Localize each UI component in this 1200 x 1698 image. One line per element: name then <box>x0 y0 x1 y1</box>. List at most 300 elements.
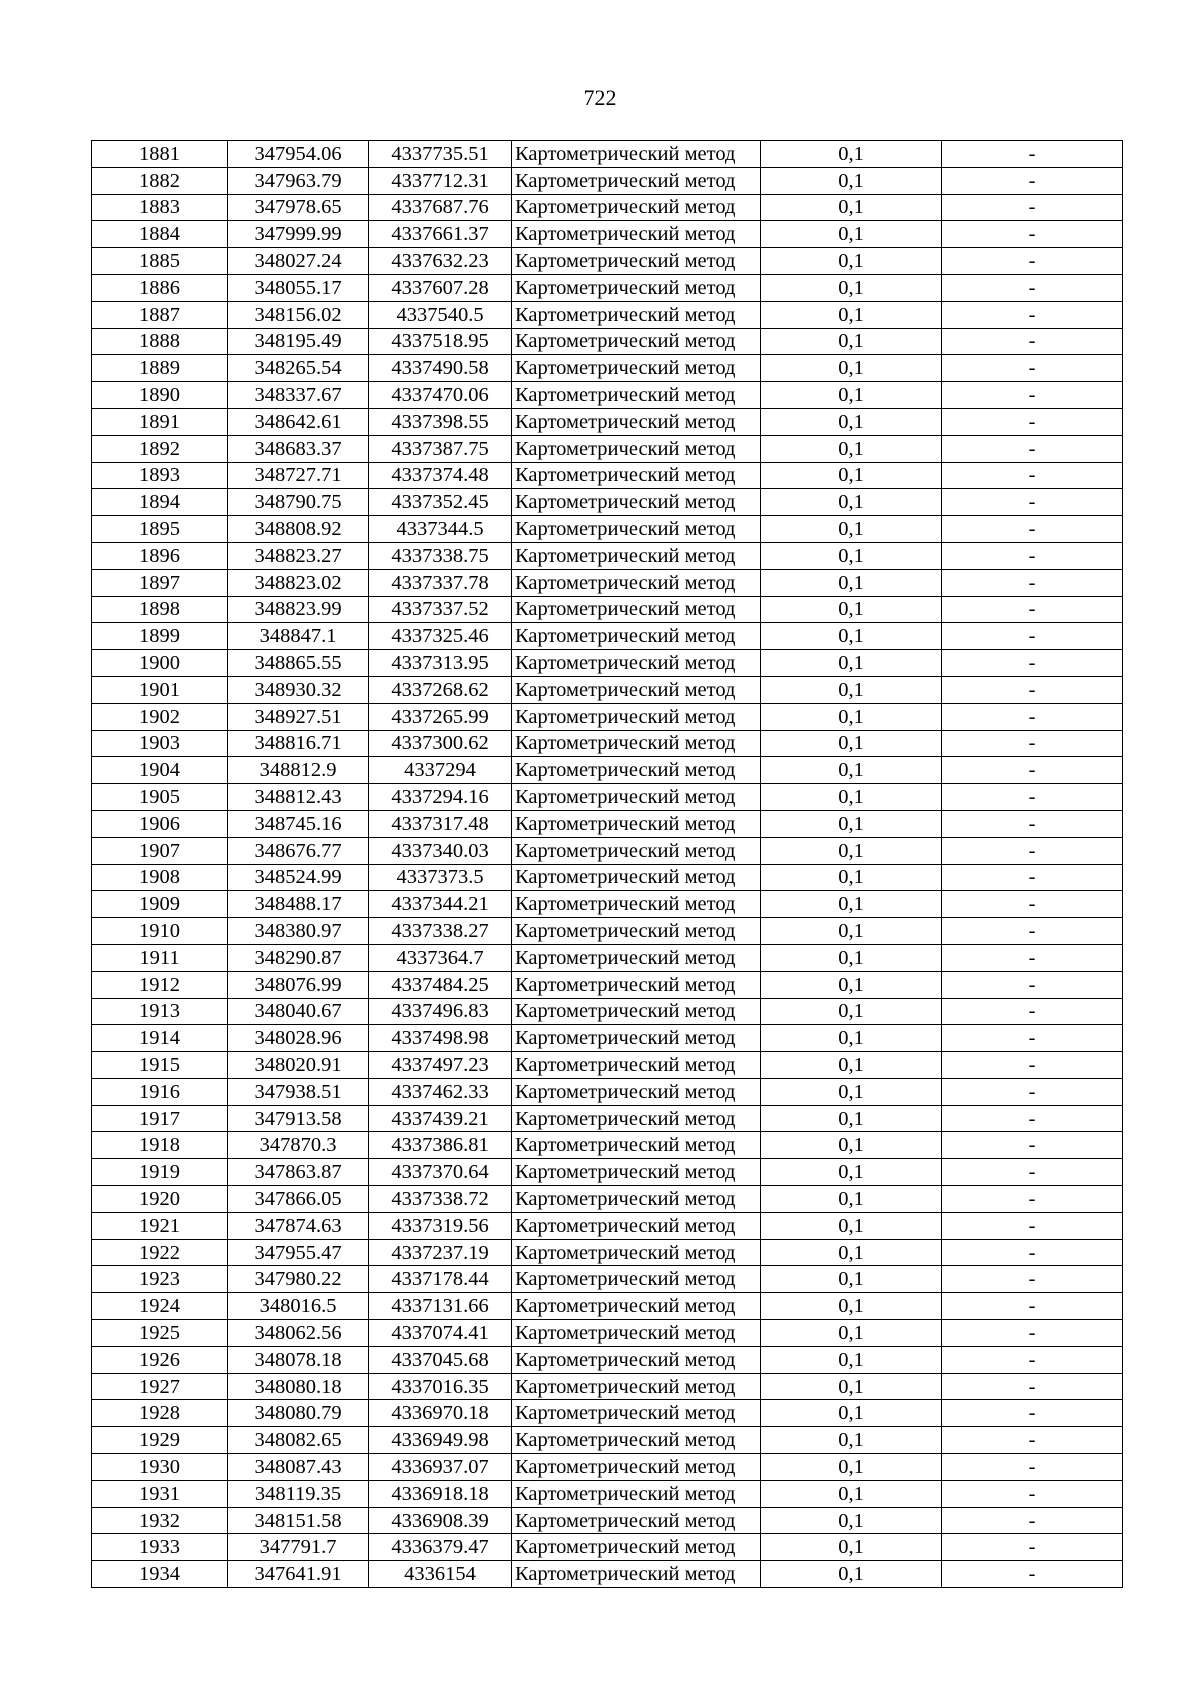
point-number-cell: 1885 <box>92 248 228 275</box>
point-number-cell: 1893 <box>92 462 228 489</box>
x-coordinate-cell: 348823.02 <box>228 569 369 596</box>
accuracy-cell: 0,1 <box>761 462 942 489</box>
table-row <box>92 221 1123 248</box>
table-row <box>92 998 1123 1025</box>
point-number-cell: 1899 <box>92 623 228 650</box>
accuracy-cell: 0,1 <box>761 382 942 409</box>
point-number-cell: 1892 <box>92 435 228 462</box>
table-row <box>92 784 1123 811</box>
point-number-cell: 1921 <box>92 1212 228 1239</box>
y-coordinate-cell: 4337462.33 <box>369 1078 512 1105</box>
description-cell: - <box>942 810 1123 837</box>
description-cell: - <box>942 248 1123 275</box>
table-row <box>92 274 1123 301</box>
method-cell: Картометрический метод <box>512 1212 761 1239</box>
y-coordinate-cell: 4337319.56 <box>369 1212 512 1239</box>
description-cell: - <box>942 408 1123 435</box>
table-row <box>92 918 1123 945</box>
method-cell: Картометрический метод <box>512 1186 761 1213</box>
method-cell: Картометрический метод <box>512 1480 761 1507</box>
point-number-cell: 1929 <box>92 1427 228 1454</box>
method-cell: Картометрический метод <box>512 1132 761 1159</box>
y-coordinate-cell: 4336908.39 <box>369 1507 512 1534</box>
description-cell: - <box>942 328 1123 355</box>
y-coordinate-cell: 4336918.18 <box>369 1480 512 1507</box>
description-cell: - <box>942 1239 1123 1266</box>
table-row <box>92 194 1123 221</box>
method-cell: Картометрический метод <box>512 1239 761 1266</box>
x-coordinate-cell: 347870.3 <box>228 1132 369 1159</box>
description-cell: - <box>942 1025 1123 1052</box>
y-coordinate-cell: 4336379.47 <box>369 1534 512 1561</box>
y-coordinate-cell: 4337313.95 <box>369 650 512 677</box>
table-row <box>92 1078 1123 1105</box>
method-cell: Картометрический метод <box>512 301 761 328</box>
accuracy-cell: 0,1 <box>761 489 942 516</box>
point-number-cell: 1912 <box>92 971 228 998</box>
description-cell: - <box>942 1373 1123 1400</box>
y-coordinate-cell: 4337338.27 <box>369 918 512 945</box>
table-row <box>92 1159 1123 1186</box>
description-cell: - <box>942 569 1123 596</box>
method-cell: Картометрический метод <box>512 971 761 998</box>
accuracy-cell: 0,1 <box>761 1293 942 1320</box>
accuracy-cell: 0,1 <box>761 1320 942 1347</box>
y-coordinate-cell: 4337340.03 <box>369 837 512 864</box>
y-coordinate-cell: 4337338.72 <box>369 1186 512 1213</box>
description-cell: - <box>942 1105 1123 1132</box>
method-cell: Картометрический метод <box>512 328 761 355</box>
method-cell: Картометрический метод <box>512 274 761 301</box>
accuracy-cell: 0,1 <box>761 623 942 650</box>
accuracy-cell: 0,1 <box>761 730 942 757</box>
point-number-cell: 1884 <box>92 221 228 248</box>
description-cell: - <box>942 435 1123 462</box>
description-cell: - <box>942 194 1123 221</box>
table-row <box>92 1400 1123 1427</box>
x-coordinate-cell: 348865.55 <box>228 650 369 677</box>
accuracy-cell: 0,1 <box>761 1266 942 1293</box>
table-row <box>92 1320 1123 1347</box>
table-row <box>92 1025 1123 1052</box>
accuracy-cell: 0,1 <box>761 542 942 569</box>
x-coordinate-cell: 348812.43 <box>228 784 369 811</box>
point-number-cell: 1913 <box>92 998 228 1025</box>
y-coordinate-cell: 4337398.55 <box>369 408 512 435</box>
y-coordinate-cell: 4337387.75 <box>369 435 512 462</box>
x-coordinate-cell: 347866.05 <box>228 1186 369 1213</box>
description-cell: - <box>942 1132 1123 1159</box>
method-cell: Картометрический метод <box>512 864 761 891</box>
table-row <box>92 1507 1123 1534</box>
page-number: 722 <box>583 85 617 110</box>
table-row <box>92 542 1123 569</box>
y-coordinate-cell: 4337498.98 <box>369 1025 512 1052</box>
y-coordinate-cell: 4337735.51 <box>369 141 512 168</box>
x-coordinate-cell: 347874.63 <box>228 1212 369 1239</box>
method-cell: Картометрический метод <box>512 891 761 918</box>
description-cell: - <box>942 998 1123 1025</box>
table-row <box>92 1346 1123 1373</box>
accuracy-cell: 0,1 <box>761 1052 942 1079</box>
description-cell: - <box>942 703 1123 730</box>
method-cell: Картометрический метод <box>512 141 761 168</box>
accuracy-cell: 0,1 <box>761 516 942 543</box>
description-cell: - <box>942 1427 1123 1454</box>
point-number-cell: 1894 <box>92 489 228 516</box>
accuracy-cell: 0,1 <box>761 1105 942 1132</box>
method-cell: Картометрический метод <box>512 435 761 462</box>
method-cell: Картометрический метод <box>512 489 761 516</box>
y-coordinate-cell: 4337364.7 <box>369 944 512 971</box>
description-cell: - <box>942 141 1123 168</box>
method-cell: Картометрический метод <box>512 1373 761 1400</box>
description-cell: - <box>942 784 1123 811</box>
y-coordinate-cell: 4336154 <box>369 1561 512 1588</box>
method-cell: Картометрический метод <box>512 676 761 703</box>
x-coordinate-cell: 348265.54 <box>228 355 369 382</box>
method-cell: Картометрический метод <box>512 810 761 837</box>
x-coordinate-cell: 348027.24 <box>228 248 369 275</box>
point-number-cell: 1902 <box>92 703 228 730</box>
description-cell: - <box>942 462 1123 489</box>
accuracy-cell: 0,1 <box>761 703 942 730</box>
method-cell: Картометрический метод <box>512 1078 761 1105</box>
accuracy-cell: 0,1 <box>761 1025 942 1052</box>
x-coordinate-cell: 347938.51 <box>228 1078 369 1105</box>
x-coordinate-cell: 348082.65 <box>228 1427 369 1454</box>
x-coordinate-cell: 348020.91 <box>228 1052 369 1079</box>
method-cell: Картометрический метод <box>512 650 761 677</box>
point-number-cell: 1924 <box>92 1293 228 1320</box>
description-cell: - <box>942 1186 1123 1213</box>
point-number-cell: 1896 <box>92 542 228 569</box>
accuracy-cell: 0,1 <box>761 274 942 301</box>
accuracy-cell: 0,1 <box>761 1454 942 1481</box>
point-number-cell: 1901 <box>92 676 228 703</box>
accuracy-cell: 0,1 <box>761 1561 942 1588</box>
table-row <box>92 1454 1123 1481</box>
accuracy-cell: 0,1 <box>761 328 942 355</box>
method-cell: Картометрический метод <box>512 167 761 194</box>
x-coordinate-cell: 348195.49 <box>228 328 369 355</box>
y-coordinate-cell: 4337317.48 <box>369 810 512 837</box>
y-coordinate-cell: 4337074.41 <box>369 1320 512 1347</box>
table-row <box>92 757 1123 784</box>
accuracy-cell: 0,1 <box>761 1480 942 1507</box>
description-cell: - <box>942 971 1123 998</box>
table-row <box>92 703 1123 730</box>
accuracy-cell: 0,1 <box>761 1427 942 1454</box>
point-number-cell: 1933 <box>92 1534 228 1561</box>
method-cell: Картометрический метод <box>512 194 761 221</box>
method-cell: Картометрический метод <box>512 408 761 435</box>
x-coordinate-cell: 348080.79 <box>228 1400 369 1427</box>
point-number-cell: 1925 <box>92 1320 228 1347</box>
accuracy-cell: 0,1 <box>761 141 942 168</box>
x-coordinate-cell: 348078.18 <box>228 1346 369 1373</box>
description-cell: - <box>942 167 1123 194</box>
accuracy-cell: 0,1 <box>761 408 942 435</box>
x-coordinate-cell: 348380.97 <box>228 918 369 945</box>
point-number-cell: 1915 <box>92 1052 228 1079</box>
x-coordinate-cell: 348028.96 <box>228 1025 369 1052</box>
y-coordinate-cell: 4337374.48 <box>369 462 512 489</box>
point-number-cell: 1914 <box>92 1025 228 1052</box>
y-coordinate-cell: 4337325.46 <box>369 623 512 650</box>
point-number-cell: 1890 <box>92 382 228 409</box>
description-cell: - <box>942 1454 1123 1481</box>
method-cell: Картометрический метод <box>512 382 761 409</box>
description-cell: - <box>942 1293 1123 1320</box>
description-cell: - <box>942 1159 1123 1186</box>
table-row <box>92 435 1123 462</box>
accuracy-cell: 0,1 <box>761 194 942 221</box>
x-coordinate-cell: 347791.7 <box>228 1534 369 1561</box>
description-cell: - <box>942 676 1123 703</box>
description-cell: - <box>942 757 1123 784</box>
x-coordinate-cell: 347978.65 <box>228 194 369 221</box>
method-cell: Картометрический метод <box>512 1105 761 1132</box>
y-coordinate-cell: 4337344.5 <box>369 516 512 543</box>
x-coordinate-cell: 347955.47 <box>228 1239 369 1266</box>
x-coordinate-cell: 348683.37 <box>228 435 369 462</box>
table-row <box>92 1239 1123 1266</box>
table-row <box>92 837 1123 864</box>
point-number-cell: 1889 <box>92 355 228 382</box>
y-coordinate-cell: 4337178.44 <box>369 1266 512 1293</box>
point-number-cell: 1898 <box>92 596 228 623</box>
x-coordinate-cell: 348930.32 <box>228 676 369 703</box>
point-number-cell: 1934 <box>92 1561 228 1588</box>
method-cell: Картометрический метод <box>512 1400 761 1427</box>
description-cell: - <box>942 944 1123 971</box>
table-row <box>92 1293 1123 1320</box>
method-cell: Картометрический метод <box>512 1507 761 1534</box>
accuracy-cell: 0,1 <box>761 1078 942 1105</box>
method-cell: Картометрический метод <box>512 221 761 248</box>
x-coordinate-cell: 348156.02 <box>228 301 369 328</box>
table-row <box>92 382 1123 409</box>
description-cell: - <box>942 1534 1123 1561</box>
point-number-cell: 1928 <box>92 1400 228 1427</box>
point-number-cell: 1906 <box>92 810 228 837</box>
method-cell: Картометрический метод <box>512 1159 761 1186</box>
point-number-cell: 1918 <box>92 1132 228 1159</box>
x-coordinate-cell: 347999.99 <box>228 221 369 248</box>
description-cell: - <box>942 1507 1123 1534</box>
y-coordinate-cell: 4337338.75 <box>369 542 512 569</box>
accuracy-cell: 0,1 <box>761 355 942 382</box>
description-cell: - <box>942 382 1123 409</box>
method-cell: Картометрический метод <box>512 1320 761 1347</box>
point-number-cell: 1922 <box>92 1239 228 1266</box>
point-number-cell: 1917 <box>92 1105 228 1132</box>
accuracy-cell: 0,1 <box>761 1239 942 1266</box>
table-row <box>92 516 1123 543</box>
x-coordinate-cell: 348823.99 <box>228 596 369 623</box>
table-row <box>92 1212 1123 1239</box>
accuracy-cell: 0,1 <box>761 676 942 703</box>
x-coordinate-cell: 348790.75 <box>228 489 369 516</box>
point-number-cell: 1931 <box>92 1480 228 1507</box>
description-cell: - <box>942 730 1123 757</box>
table-row <box>92 462 1123 489</box>
accuracy-cell: 0,1 <box>761 221 942 248</box>
description-cell: - <box>942 516 1123 543</box>
description-cell: - <box>942 837 1123 864</box>
description-cell: - <box>942 542 1123 569</box>
x-coordinate-cell: 348823.27 <box>228 542 369 569</box>
method-cell: Картометрический метод <box>512 1025 761 1052</box>
y-coordinate-cell: 4337712.31 <box>369 167 512 194</box>
x-coordinate-cell: 348040.67 <box>228 998 369 1025</box>
method-cell: Картометрический метод <box>512 730 761 757</box>
x-coordinate-cell: 348808.92 <box>228 516 369 543</box>
method-cell: Картометрический метод <box>512 998 761 1025</box>
x-coordinate-cell: 348076.99 <box>228 971 369 998</box>
method-cell: Картометрический метод <box>512 355 761 382</box>
y-coordinate-cell: 4337518.95 <box>369 328 512 355</box>
point-number-cell: 1886 <box>92 274 228 301</box>
table-row <box>92 1534 1123 1561</box>
accuracy-cell: 0,1 <box>761 864 942 891</box>
table-row <box>92 489 1123 516</box>
y-coordinate-cell: 4337490.58 <box>369 355 512 382</box>
point-number-cell: 1905 <box>92 784 228 811</box>
table-row <box>92 1373 1123 1400</box>
x-coordinate-cell: 348337.67 <box>228 382 369 409</box>
description-cell: - <box>942 1480 1123 1507</box>
x-coordinate-cell: 348727.71 <box>228 462 369 489</box>
point-number-cell: 1908 <box>92 864 228 891</box>
table-row <box>92 1561 1123 1588</box>
description-cell: - <box>942 489 1123 516</box>
method-cell: Картометрический метод <box>512 918 761 945</box>
y-coordinate-cell: 4337294.16 <box>369 784 512 811</box>
point-number-cell: 1907 <box>92 837 228 864</box>
y-coordinate-cell: 4337661.37 <box>369 221 512 248</box>
accuracy-cell: 0,1 <box>761 1507 942 1534</box>
y-coordinate-cell: 4337294 <box>369 757 512 784</box>
point-number-cell: 1927 <box>92 1373 228 1400</box>
point-number-cell: 1887 <box>92 301 228 328</box>
y-coordinate-cell: 4337045.68 <box>369 1346 512 1373</box>
method-cell: Картометрический метод <box>512 569 761 596</box>
accuracy-cell: 0,1 <box>761 757 942 784</box>
description-cell: - <box>942 650 1123 677</box>
point-number-cell: 1923 <box>92 1266 228 1293</box>
y-coordinate-cell: 4337484.25 <box>369 971 512 998</box>
point-number-cell: 1916 <box>92 1078 228 1105</box>
x-coordinate-cell: 348745.16 <box>228 810 369 837</box>
table-row <box>92 596 1123 623</box>
point-number-cell: 1930 <box>92 1454 228 1481</box>
accuracy-cell: 0,1 <box>761 650 942 677</box>
x-coordinate-cell: 348524.99 <box>228 864 369 891</box>
method-cell: Картометрический метод <box>512 944 761 971</box>
x-coordinate-cell: 347863.87 <box>228 1159 369 1186</box>
x-coordinate-cell: 348290.87 <box>228 944 369 971</box>
accuracy-cell: 0,1 <box>761 784 942 811</box>
x-coordinate-cell: 347963.79 <box>228 167 369 194</box>
y-coordinate-cell: 4337237.19 <box>369 1239 512 1266</box>
point-number-cell: 1891 <box>92 408 228 435</box>
x-coordinate-cell: 347980.22 <box>228 1266 369 1293</box>
y-coordinate-cell: 4337497.23 <box>369 1052 512 1079</box>
description-cell: - <box>942 1052 1123 1079</box>
accuracy-cell: 0,1 <box>761 971 942 998</box>
x-coordinate-cell: 348676.77 <box>228 837 369 864</box>
table-row <box>92 328 1123 355</box>
point-number-cell: 1897 <box>92 569 228 596</box>
table-row <box>92 864 1123 891</box>
table-row <box>92 248 1123 275</box>
y-coordinate-cell: 4337496.83 <box>369 998 512 1025</box>
y-coordinate-cell: 4337386.81 <box>369 1132 512 1159</box>
method-cell: Картометрический метод <box>512 703 761 730</box>
method-cell: Картометрический метод <box>512 1346 761 1373</box>
method-cell: Картометрический метод <box>512 1266 761 1293</box>
method-cell: Картометрический метод <box>512 837 761 864</box>
table-row <box>92 141 1123 168</box>
point-number-cell: 1895 <box>92 516 228 543</box>
table-row <box>92 1105 1123 1132</box>
y-coordinate-cell: 4337540.5 <box>369 301 512 328</box>
table-row <box>92 1132 1123 1159</box>
method-cell: Картометрический метод <box>512 1293 761 1320</box>
x-coordinate-cell: 348087.43 <box>228 1454 369 1481</box>
table-row <box>92 408 1123 435</box>
y-coordinate-cell: 4337352.45 <box>369 489 512 516</box>
accuracy-cell: 0,1 <box>761 596 942 623</box>
x-coordinate-cell: 348812.9 <box>228 757 369 784</box>
y-coordinate-cell: 4337370.64 <box>369 1159 512 1186</box>
accuracy-cell: 0,1 <box>761 1346 942 1373</box>
x-coordinate-cell: 348062.56 <box>228 1320 369 1347</box>
accuracy-cell: 0,1 <box>761 1212 942 1239</box>
accuracy-cell: 0,1 <box>761 1373 942 1400</box>
table-row <box>92 1186 1123 1213</box>
method-cell: Картометрический метод <box>512 784 761 811</box>
y-coordinate-cell: 4337016.35 <box>369 1373 512 1400</box>
method-cell: Картометрический метод <box>512 1052 761 1079</box>
y-coordinate-cell: 4337344.21 <box>369 891 512 918</box>
accuracy-cell: 0,1 <box>761 301 942 328</box>
y-coordinate-cell: 4337439.21 <box>369 1105 512 1132</box>
description-cell: - <box>942 274 1123 301</box>
accuracy-cell: 0,1 <box>761 167 942 194</box>
description-cell: - <box>942 301 1123 328</box>
y-coordinate-cell: 4336970.18 <box>369 1400 512 1427</box>
accuracy-cell: 0,1 <box>761 1186 942 1213</box>
x-coordinate-cell: 348488.17 <box>228 891 369 918</box>
description-cell: - <box>942 1212 1123 1239</box>
x-coordinate-cell: 348080.18 <box>228 1373 369 1400</box>
y-coordinate-cell: 4337265.99 <box>369 703 512 730</box>
x-coordinate-cell: 348119.35 <box>228 1480 369 1507</box>
table-row <box>92 944 1123 971</box>
point-number-cell: 1910 <box>92 918 228 945</box>
point-number-cell: 1904 <box>92 757 228 784</box>
point-number-cell: 1881 <box>92 141 228 168</box>
accuracy-cell: 0,1 <box>761 569 942 596</box>
description-cell: - <box>942 891 1123 918</box>
table-row <box>92 650 1123 677</box>
method-cell: Картометрический метод <box>512 1561 761 1588</box>
table-row <box>92 623 1123 650</box>
point-number-cell: 1919 <box>92 1159 228 1186</box>
